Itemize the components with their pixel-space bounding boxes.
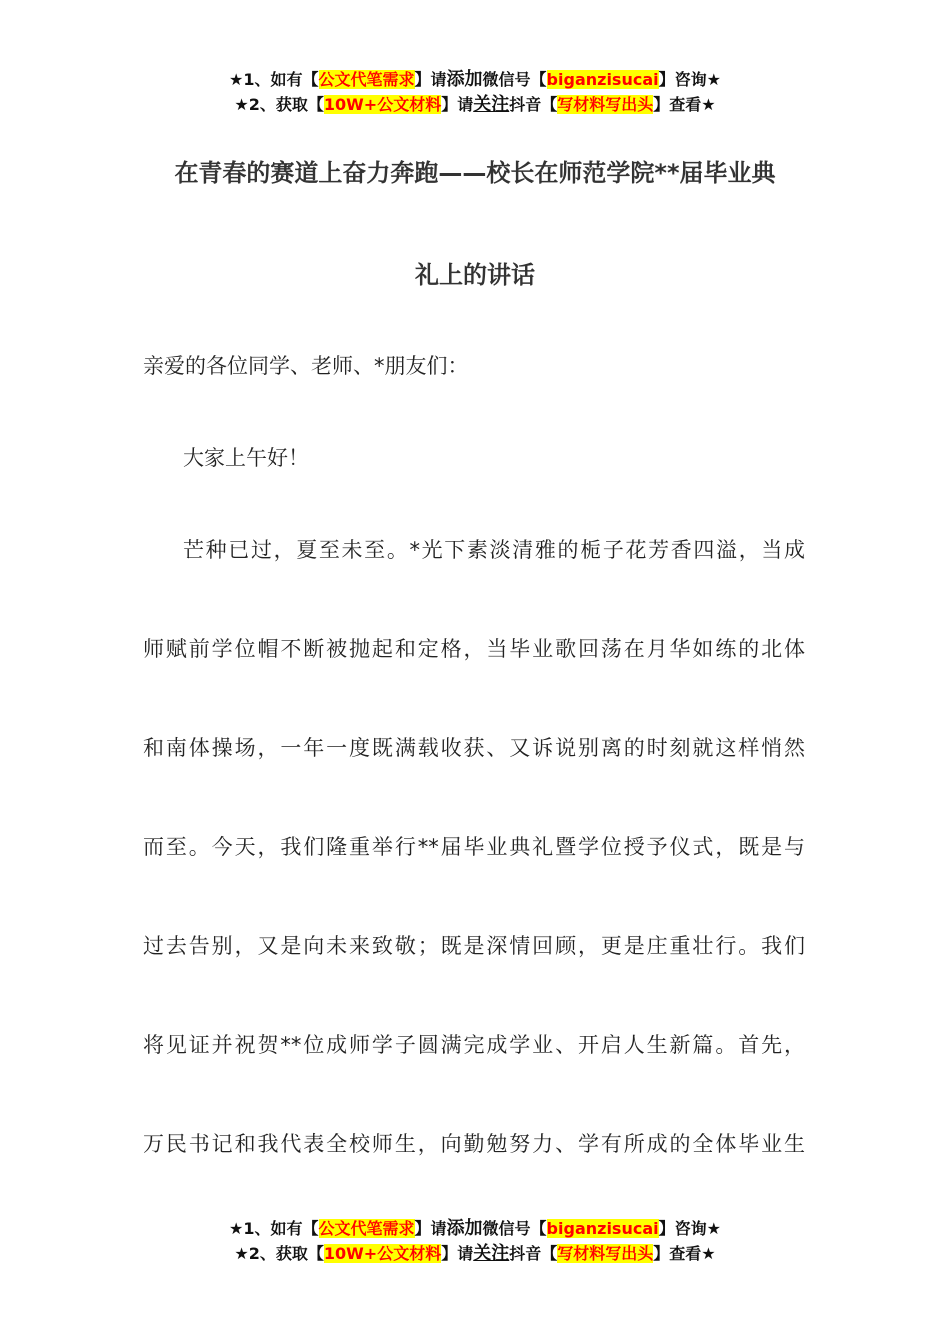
ad-highlight-service: 公文代笔需求	[318, 70, 415, 89]
document-title-line-1: 在青春的赛道上奋力奔跑——校长在师范学院**届毕业典	[174, 159, 776, 187]
bottom-ad-line-1: ★1、如有【公文代笔需求】请添加微信号【biganzisucai】咨询★	[229, 1218, 721, 1239]
body-line: 将见证并祝贺**位成师学子圆满完成学业、开启人生新篇。首先，	[143, 1033, 805, 1057]
ad-emphasis: 添加	[446, 69, 483, 90]
ad-emphasis: 关注	[473, 1243, 510, 1264]
body-line: 师赋前学位帽不断被抛起和定格，当毕业歌回荡在月华如练的北体	[143, 637, 805, 661]
top-ad-line-2: ★2、获取【10W+公文材料】请关注抖音【写材料写出头】查看★	[234, 94, 716, 115]
body-line: 而至。今天，我们隆重举行**届毕业典礼暨学位授予仪式，既是与	[143, 835, 805, 859]
ad-emphasis: 关注	[473, 94, 510, 115]
document-title-line-2: 礼上的讲话	[415, 261, 535, 289]
ad-highlight-wechat-id: biganzisucai	[546, 70, 659, 89]
body-line: 芒种已过，夏至未至。*光下素淡清雅的栀子花芳香四溢，当成	[183, 538, 805, 562]
ad-highlight-douyin: 写材料写出头	[557, 95, 654, 114]
ad-highlight-douyin: 写材料写出头	[557, 1244, 654, 1263]
salutation: 亲爱的各位同学、老师、*朋友们：	[143, 354, 469, 378]
ad-highlight-materials: 10W+公文材料	[323, 95, 442, 114]
body-line: 和南体操场，一年一度既满载收获、又诉说别离的时刻就这样悄然	[143, 736, 805, 760]
ad-highlight-materials: 10W+公文材料	[323, 1244, 442, 1263]
ad-emphasis: 添加	[446, 1218, 483, 1239]
bottom-ad-line-2: ★2、获取【10W+公文材料】请关注抖音【写材料写出头】查看★	[234, 1243, 716, 1264]
body-line: 万民书记和我代表全校师生，向勤勉努力、学有所成的全体毕业生	[143, 1132, 805, 1156]
ad-highlight-service: 公文代笔需求	[318, 1219, 415, 1238]
body-line: 过去告别，又是向未来致敬；既是深情回顾，更是庄重壮行。我们	[143, 934, 805, 958]
greeting: 大家上午好！	[183, 446, 309, 470]
top-ad-line-1: ★1、如有【公文代笔需求】请添加微信号【biganzisucai】咨询★	[229, 69, 721, 90]
ad-highlight-wechat-id: biganzisucai	[546, 1219, 659, 1238]
